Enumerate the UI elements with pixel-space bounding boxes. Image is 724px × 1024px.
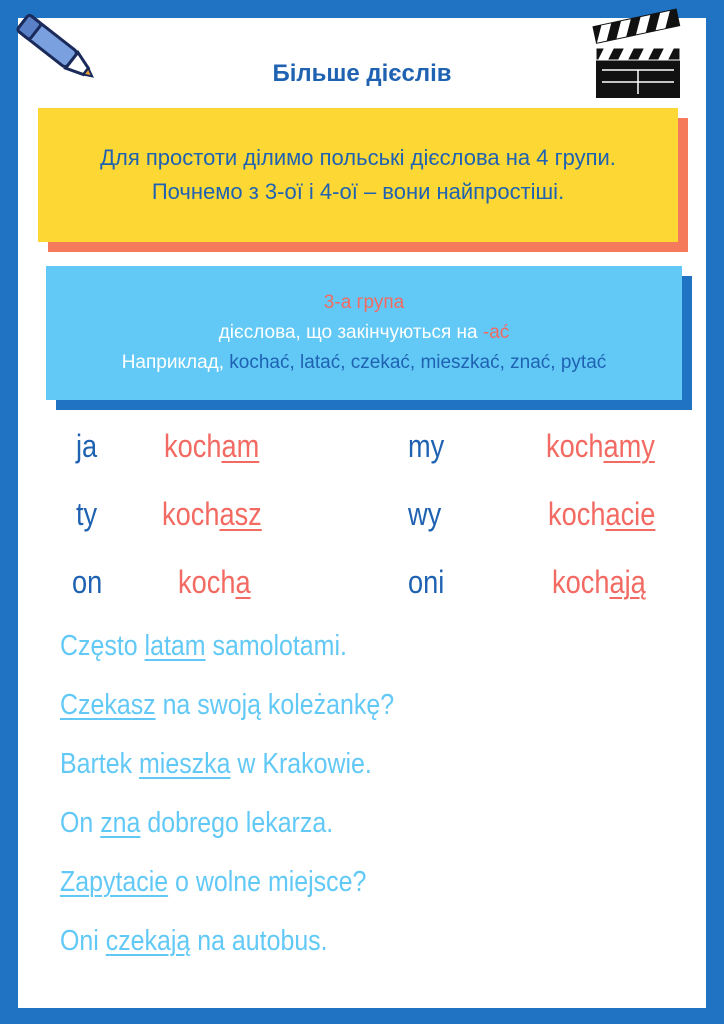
page-title: Більше дієслів — [272, 60, 452, 87]
group-example-verbs: kochać, latać, czekać, mieszkać, znać, pytać — [229, 352, 607, 373]
pronoun-on: on — [72, 564, 103, 600]
example-sentence: On zna dobrego lekarza. — [60, 807, 334, 839]
verb-form-oni: kochają — [552, 564, 646, 600]
example-sentence: Bartek mieszka w Krakowie. — [60, 748, 372, 780]
clapperboard-icon — [590, 8, 686, 104]
group-ending: -ać — [482, 322, 510, 343]
pronoun-ja: ja — [76, 428, 98, 464]
example-sentence: Oni czekają na autobus. — [60, 925, 328, 957]
pronoun-my: my — [408, 428, 445, 464]
group-example-prefix: Наприклад, — [121, 352, 230, 373]
group-box — [46, 266, 682, 400]
verb-form-on: kocha — [178, 564, 251, 600]
example-sentence: Czekasz na swoją koleżankę? — [60, 689, 395, 721]
pronoun-ty: ty — [76, 496, 98, 532]
pronoun-wy: wy — [408, 496, 442, 532]
example-sentence: Często latam samolotami. — [60, 630, 347, 662]
example-sentence: Zapytacie o wolne miejsce? — [60, 866, 367, 898]
verb-form-wy: kochacie — [548, 496, 656, 532]
group-examples — [122, 348, 607, 378]
conjugation-table — [0, 428, 724, 638]
group-description — [219, 318, 510, 348]
intro-line-1: Для простоти ділимо польські дієслова на 4 групи. — [100, 145, 616, 170]
pronoun-oni: oni — [408, 564, 445, 600]
intro-box — [38, 108, 678, 242]
verb-form-ty: kochasz — [162, 496, 262, 532]
intro-line-2: Почнемо з 3-ої і 4-ої – вони найпростіші. — [151, 179, 565, 204]
verb-form-ja: kocham — [164, 428, 260, 464]
group-name: 3-а група — [323, 292, 405, 313]
group-desc-text: дієслова, що закінчуються на — [218, 322, 483, 343]
verb-form-my: kochamy — [546, 428, 655, 464]
example-sentences — [60, 620, 680, 974]
